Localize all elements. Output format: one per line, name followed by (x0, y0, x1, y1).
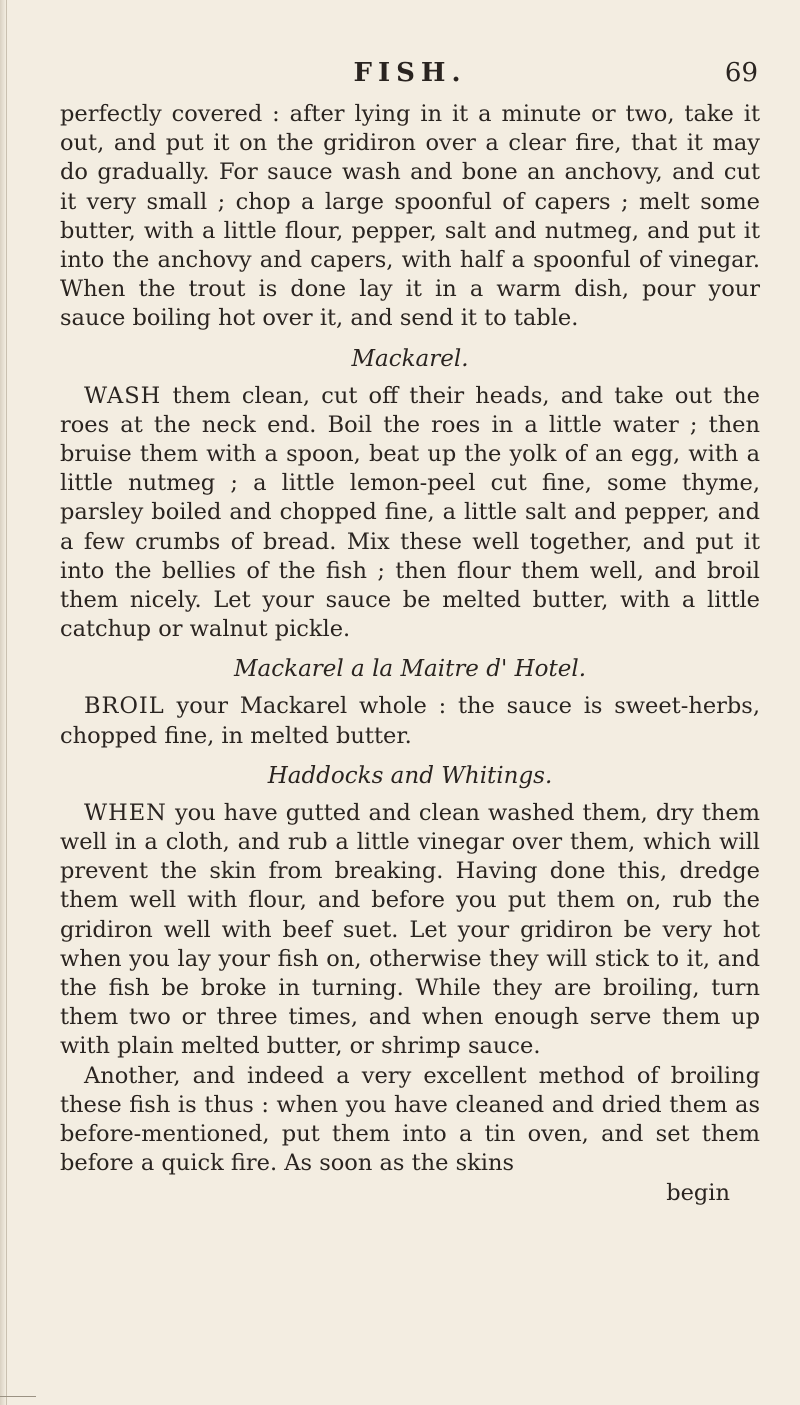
bottom-edge-mark (0, 1396, 36, 1397)
margin-rule (6, 0, 7, 1405)
running-head-title: FISH. (353, 58, 467, 88)
paragraph-trout-continued: perfectly covered : after lying in it a minute or two, take it out, and put it on the gridiron over a clear fire, that it may do gradually. For sauce wash and bone an anchovy, and cut it very small ; chop a large spoonful of capers ; melt some butter, with a little flour, pepper, salt and nutmeg, and put it into the anchovy and capers, with half a spoonful of vinegar. When the trout is done lay it in a warm dish, pour your sauce boiling hot over it, and send it to table. (60, 101, 760, 332)
paragraph-mackarel-maitre-d-hotel (60, 692, 760, 750)
section-heading-mackarel: Mackarel. (351, 345, 469, 372)
paragraph-mackarel (60, 382, 760, 645)
paragraph-another-method: Another, and indeed a very excellent method of broiling these fish is thus : when you have cleaned and dried them as before-mentioned, put them into a tin oven, and set them before a quick fire. As soon as the skins (60, 1062, 760, 1177)
paragraph-text: you have gutted and clean washed them, dry them well in a cloth, and rub a little vinegar over them, which will prevent the skin from breaking. Having done this, dredge them well with flour, and before you put them on, rub the gridiron well with beef suet. Let your gridiron be very hot when you lay your fish on, otherwise they will stick to it, and the fish be broke in turning. While they are broiling, turn them two or three times, and when enough serve them up with plain melted butter, or shrimp sauce. (60, 799, 760, 1060)
section-heading-mackarel-maitre-d-hotel: Mackarel a la Maitre d' Hotel. (233, 656, 587, 683)
page-number: 69 (724, 58, 758, 88)
paragraph-haddocks (60, 799, 760, 1062)
lead-word: WASH (84, 382, 162, 409)
lead-word: WHEN (84, 799, 167, 826)
catchword: begin (666, 1179, 730, 1206)
running-head (60, 58, 760, 96)
paragraph-text: them clean, cut off their heads, and take out the roes at the neck end. Boil the roes in a little water ; then bruise them with a spoon, beat up the yolk of an egg, with a little nutmeg ; a little lemon-peel cut fine, some thyme, parsley boiled and chopped fine, a little salt and pepper, and a few crumbs of bread. Mix these well together, and put it into the bellies of the fish ; then flour them well, and broil them nicely. Let your sauce be melted butter, with a little catchup or walnut pickle. (60, 382, 760, 643)
book-page (60, 58, 760, 1208)
paragraph-text: your Mackarel whole : the sauce is sweet-herbs, chopped fine, in melted butter. (60, 693, 760, 749)
lead-word: BROIL (84, 693, 165, 720)
section-heading-haddocks-and-whitings: Haddocks and Whitings. (267, 762, 553, 789)
